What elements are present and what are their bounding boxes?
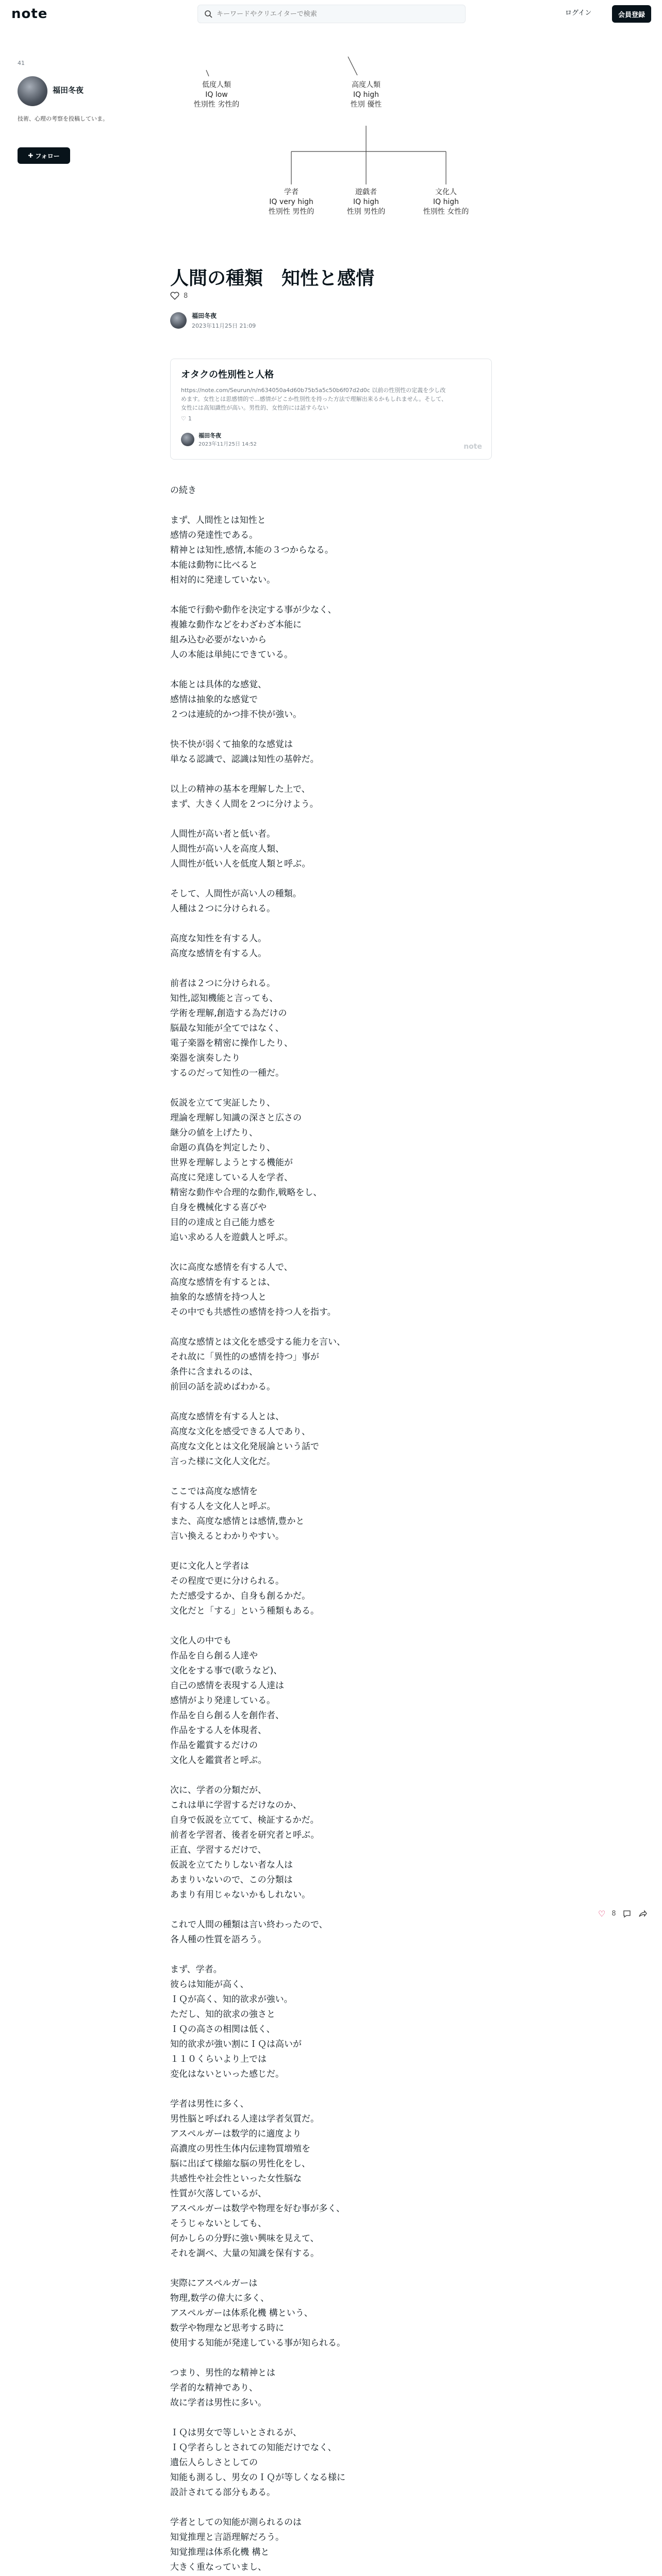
side-like-count[interactable]: 8 — [611, 1910, 616, 1918]
publish-date: 2023年11月25日 21:09 — [192, 323, 256, 329]
body-paragraph: ここでは高度な感情を 有する人を文化人と呼ぶ。 また、高度な感情とは感情,豊かと 言い換えるとわかりやすい。 — [170, 1486, 305, 1541]
body-paragraph: まず、人間性とは知性と 感情の発達性である。 精神とは知性,感情,本能の３つからなる。 本能は動物に比べると 相対的に発達していない。 — [170, 515, 334, 585]
article-body — [170, 483, 490, 2576]
body-paragraph: の続き — [170, 485, 196, 496]
body-paragraph: 人間性が高い者と低い者。 人間性が高い人を高度人類、 人間性が低い人を低度人類と呼ぶ。 — [170, 829, 311, 869]
creator-avatar[interactable] — [18, 76, 47, 106]
like-count[interactable]: 8 — [184, 292, 188, 300]
search-bar[interactable] — [197, 5, 466, 23]
diagram-node-scholar — [260, 188, 322, 217]
body-paragraph: そして、人間性が高い人の種類。 人種は２つに分けられる。 — [170, 889, 302, 914]
search-input[interactable] — [217, 10, 443, 18]
author-name[interactable]: 福田冬夜 — [192, 312, 217, 319]
body-paragraph: これで人間の種類は言い終わったので、 各人種の性質を語ろう。 — [170, 1920, 328, 1945]
person-add-icon: ✚ — [28, 152, 34, 159]
follow-label: フォロー — [35, 152, 60, 160]
node-line: IQ high — [353, 198, 379, 206]
body-paragraph: 学者は男性に多く、 男性脳と呼ばれる人達は学者気質だ。 アスペルガーは数学的に適度より 高濃度の男性生体内伝達物質増殖を 脳に出ぼて様縮な脳の男性化をし、 共感性や社会性といった女性脳な 性質が欠落しているが、 アスペルガーは数学や物理を好む事が多く、 そうじゃないとしても、 何かしらの分野に強い興味を見えて、 それを調べ、大量の知識を保有する。 — [170, 2099, 345, 2259]
node-line: 性別 男性的 — [346, 208, 386, 216]
body-paragraph: 学者としての知能が測られるのは 知覚推理と言語理解だろう。 知覚推理は体系化機 構と 大きく重なっていまし、 — [170, 2517, 302, 2572]
body-paragraph: 高度な知性を有する人。 高度な感情を有する人。 — [170, 934, 267, 959]
body-paragraph: 次に高度な感情を有する人で、 高度な感情を有するとは、 抽象的な感情を持つ人と その中でも共感性の感情を持つ人を指す。 — [170, 1262, 336, 1317]
heart-icon[interactable] — [170, 292, 179, 300]
note-logo[interactable]: note — [11, 6, 48, 22]
embed-author-avatar — [181, 433, 194, 446]
body-paragraph: 本能で行動や動作を決定する事が少なく、 複雑な動作などをわざわざ本能に 組み込む必要がないから 人の本能は単純にできている。 — [170, 605, 337, 660]
node-line: 低度人類 — [202, 81, 231, 89]
embed-like-count: 1 — [188, 415, 192, 422]
node-line: 遊戯者 — [355, 188, 377, 196]
heart-icon[interactable]: ♡ — [598, 1909, 606, 1919]
signup-button[interactable]: 会員登録 — [612, 5, 651, 23]
diagram-node-high — [335, 80, 397, 110]
creator-name[interactable]: 福田冬夜 — [53, 86, 84, 95]
body-paragraph: 以上の精神の基本を理解した上で、 まず、大きく人間を２つに分けよう。 — [170, 784, 319, 809]
embed-author-date: 2023年11月25日 14:52 — [198, 442, 257, 447]
creator-bio: 技術、心理の考察を投稿していま。 — [18, 115, 108, 122]
article-header-diagram — [165, 49, 500, 225]
embed-author — [181, 431, 481, 447]
body-paragraph: 実際にアスペルガーは 物理,数学の偉大に多く、 アスペルガーは体系化機 構という、 数学や物理など思考する時に 使用する知能が発達している事が知られる。 — [170, 2278, 345, 2348]
node-line: 性別性 女性的 — [423, 208, 469, 216]
diagram-node-cultured — [415, 188, 477, 217]
embed-title[interactable]: オタクの性別性と人格 — [181, 369, 274, 380]
diagram-node-artisan — [335, 188, 397, 217]
node-line: 高度人類 — [352, 81, 380, 89]
body-paragraph: 次に、学者の分類だが、 これは単に学習するだけなのか、 自身で仮説を立てて、検証するかだ。 前者を学習者、後者を研究者と呼ぶ。 正直、学習するだけで、 仮説を立てたりしない者な人は あまりいないので、この分類は あまり有用じゃないかもしれない。 — [170, 1785, 320, 1900]
body-paragraph: 快不快が弱くて抽象的な感覚は 単なる認識で、認識は知性の基幹だ。 — [170, 739, 319, 765]
site-header — [0, 0, 662, 28]
author-row[interactable] — [170, 311, 256, 330]
embed-brand-logo: note — [464, 443, 482, 451]
body-paragraph: 仮説を立てて実証したり、 理論を理解し知識の深さと広さの 継分の値を上げたり、 命題の真偽を判定したり、 世界を理解しようとする機能が 高度に発達している人を学者、 精密な動作や合理的な動作,戦略をし、 自身を機械化する喜びや 目的の達成と自己能力感を 追い求める人を遊戯人と呼ぶ。 — [170, 1098, 322, 1243]
body-paragraph: ＩＱは男女で等しいとされるが、 ＩＱ学者らしとされての知能だけでなく、 遺伝人らしさとしての 知能も測るし、男女のＩＱが等しくなる様に 設計されてる部分もある。 — [170, 2428, 345, 2498]
node-line: IQ low — [205, 91, 228, 99]
like-row — [170, 292, 188, 300]
body-paragraph: まず、学者。 彼らは知能が高く、 ＩＱが高く、知的欲求が強い。 ただし、知的欲求の強さと ＩＱの高さの相関は低く、 知的欲求が強い割にＩＱは高いが １１０くらいより上では 変化はないといった感じだ。 — [170, 1964, 302, 2079]
body-paragraph: 文化人の中でも 作品を自ら創る人達や 文化をする事で(歌うなど)、 自己の感情を表現する人達は 感情がより発達している。 作品を自ら創る人を創作者、 作品をする人を体現者、 作品を鑑賞するだけの 文化人を鑑賞者と呼ぶ。 — [170, 1636, 284, 1766]
embedded-article-card[interactable] — [170, 359, 492, 460]
side-actions — [598, 1909, 647, 1919]
node-line: IQ very high — [269, 198, 313, 206]
follow-button[interactable] — [18, 147, 70, 164]
node-line: IQ high — [353, 91, 379, 99]
article-title: 人間の種類 知性と感情 — [170, 268, 375, 289]
comment-icon[interactable] — [622, 1909, 632, 1919]
search-icon — [204, 10, 212, 18]
body-paragraph: つまり、男性的な精神とは 学者的な精神であり、 故に学者は男性に多い。 — [170, 2368, 275, 2408]
node-line: 学者 — [284, 188, 299, 196]
diagram-node-low — [186, 80, 247, 110]
author-avatar[interactable] — [170, 312, 187, 329]
body-paragraph: 高度な感情を有する人とは、 高度な文化を感受できる人であり、 高度な文化とは文化発展論という話で 言った様に文化人文化だ。 — [170, 1412, 319, 1467]
body-paragraph: 更に文化人と学者は その程度で更に分けられる。 ただ感受するか、自身も創るかだ。 文化だと「する」という種類もある。 — [170, 1561, 319, 1616]
embed-author-name: 福田冬夜 — [198, 432, 221, 439]
body-paragraph: 本能とは具体的な感覚、 感情は抽象的な感覚で ２つは連続的かつ排不快が強い。 — [170, 680, 302, 720]
node-line: 文化人 — [435, 188, 457, 196]
node-line: 性別性 男性的 — [268, 208, 315, 216]
embed-description: https://note.com/Seurun/n/n634050a4d60b75b5a5c50b6f07d2d0c 以前の性別性の定義を少し改めます。女性とは思感情的で...感情がどこか性別性を持った方法で理解出来るかもしれません。そして、女性には高知識性が高い。男性的、女性的には話すらない — [181, 387, 448, 411]
heart-icon: ♡ — [181, 415, 186, 422]
login-link[interactable]: ログイン — [565, 9, 592, 17]
node-line: IQ high — [433, 198, 459, 206]
body-paragraph: 前者は２つに分けられる。 知性,認知機能と言っても、 学術を理解,創造する為だけの 脳最な知能が全てではなく、 電子楽器を精密に操作したり、 楽器を演奏したり するのだって知性の一種だ。 — [170, 978, 293, 1078]
share-icon[interactable] — [638, 1909, 647, 1919]
node-line: 性別 優性 — [350, 100, 382, 109]
body-paragraph: 高度な感情とは文化を感受する能力を言い、 それ故に「異性的の感情を持つ」事が 条件に含まれるのは、 前回の話を読めばわかる。 — [170, 1337, 345, 1392]
creator-section-label: 41 — [18, 60, 25, 66]
embed-like-row — [181, 415, 481, 422]
node-line: 性別性 劣性的 — [193, 100, 240, 109]
